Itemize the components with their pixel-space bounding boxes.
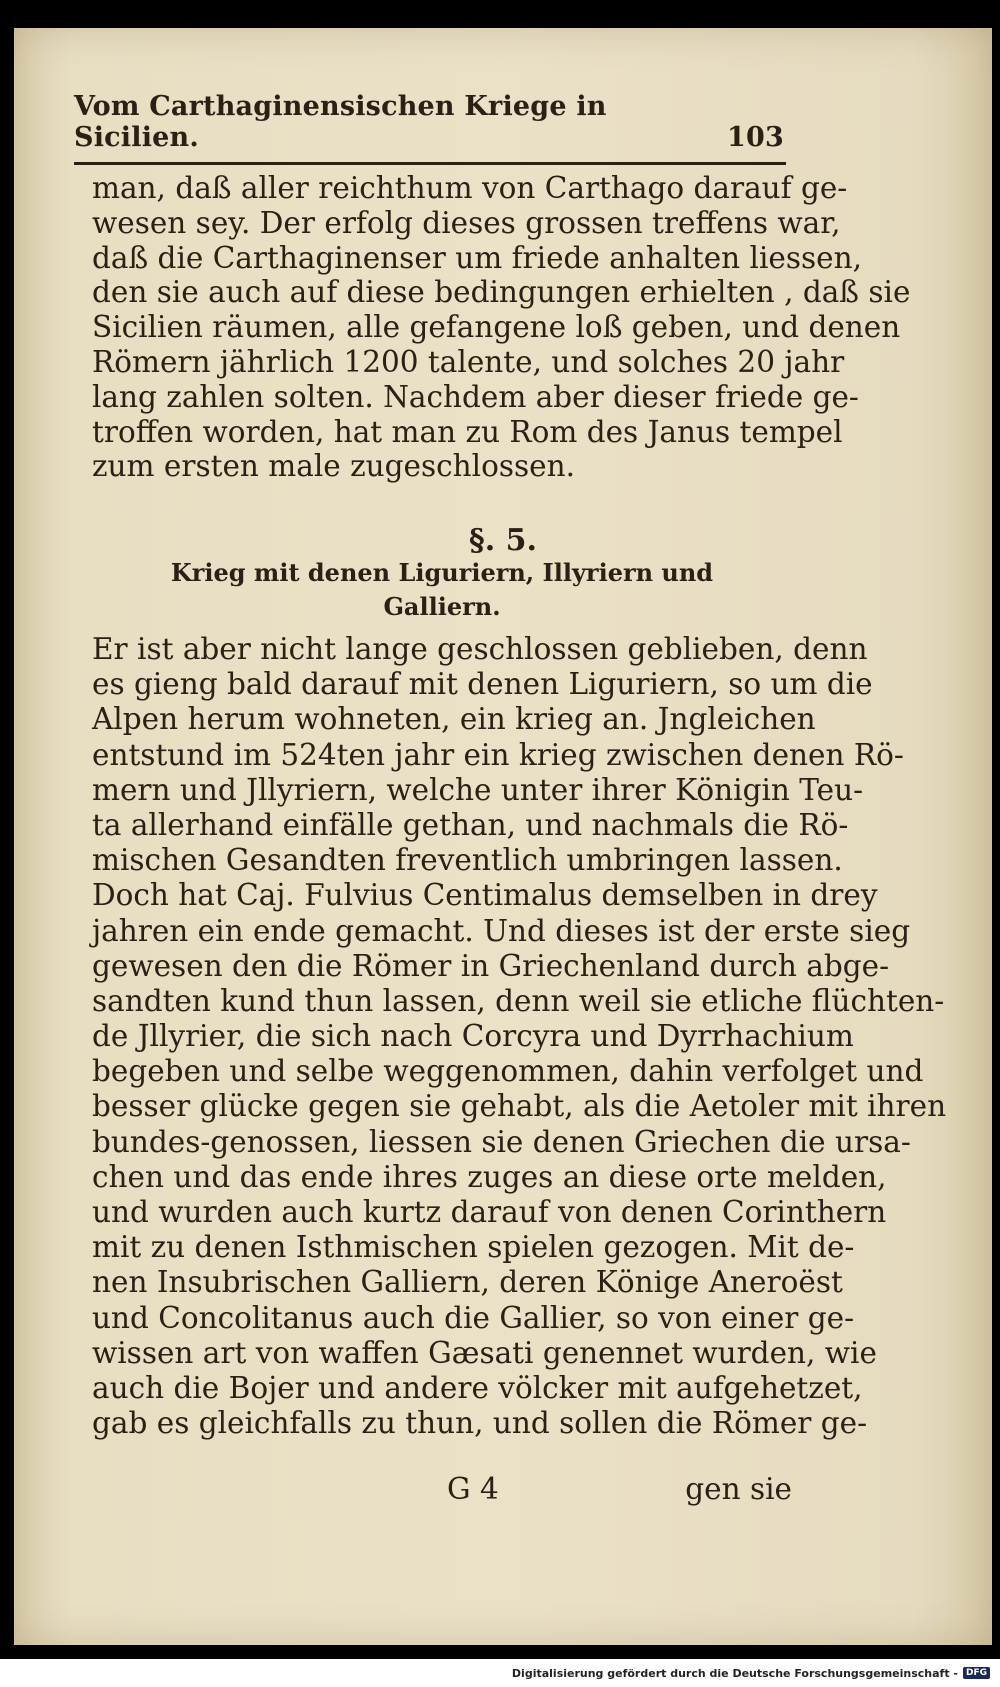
- text-line: wissen art von waffen Gæsati genennet wurden, wie: [92, 1335, 877, 1370]
- credit-bar: [0, 1659, 1000, 1687]
- text-line: mern und Jllyriern, welche unter ihrer Königin Teu-: [92, 772, 864, 807]
- section-title-line-2: Galliern.: [383, 592, 501, 621]
- text-line: es gieng bald darauf mit denen Liguriern, so um die: [92, 667, 873, 702]
- text-line: bundes-genossen, liessen sie denen Griechen die ursa-: [92, 1124, 911, 1159]
- text-line: begeben und selbe weggenommen, dahin verfolget und: [92, 1054, 924, 1089]
- text-line: troffen worden, hat man zu Rom des Janus tempel: [92, 414, 843, 449]
- text-line: mit zu denen Isthmischen spielen gezogen. Mit de-: [92, 1230, 855, 1265]
- text-line: man, daß aller reichthum von Carthago darauf ge-: [92, 171, 848, 205]
- catchword: gen sie: [685, 1472, 792, 1506]
- paragraph-2: [92, 632, 947, 1441]
- text-line: auch die Bojer und andere völcker mit aufgehetzet,: [92, 1370, 863, 1405]
- text-line: besser glücke gegen sie gehabt, als die Aetoler mit ihren: [92, 1089, 947, 1124]
- text-line: den sie auch auf diese bedingungen erhielten , daß sie: [92, 275, 911, 310]
- text-line: Alpen herum wohneten, ein krieg an. Jngleichen: [92, 702, 816, 737]
- text-line: entstund im 524ten jahr ein krieg zwischen denen Rö-: [92, 737, 904, 772]
- credit-text: Digitalisierung gefördert durch die Deutsche Forschungsgemeinschaft -: [511, 1666, 958, 1680]
- text-line: daß die Carthaginenser um friede anhalten liessen,: [92, 240, 862, 275]
- text-line: Er ist aber nicht lange geschlossen geblieben, denn: [92, 632, 868, 666]
- text-line: chen und das ende ihres zuges an diese orte melden,: [92, 1159, 887, 1194]
- text-line: gewesen den die Römer in Griechenland durch abge-: [92, 948, 890, 983]
- header-rule: [74, 162, 786, 165]
- dfg-logo-icon: DFG: [963, 1667, 990, 1679]
- text-line: wesen sey. Der erfolg dieses grossen treffens war,: [92, 205, 841, 240]
- section-title-line-1: Krieg mit denen Liguriern, Illyriern und: [170, 558, 714, 587]
- signature-mark: G 4: [447, 1472, 499, 1506]
- text-line: ta allerhand einfälle gethan, und nachmals die Rö-: [92, 807, 849, 842]
- paragraph-1: [92, 171, 911, 484]
- text-line: Doch hat Caj. Fulvius Centimalus demselben in drey: [92, 878, 878, 913]
- text-line: sandten kund thun lassen, denn weil sie etliche flüchten-: [92, 983, 945, 1018]
- text-line: gab es gleichfalls zu thun, und sollen die Römer ge-: [92, 1406, 868, 1441]
- page-footer: [92, 1472, 792, 1508]
- running-head: [74, 91, 784, 153]
- text-line: zum ersten male zugeschlossen.: [92, 449, 575, 484]
- text-line: und wurden auch kurtz darauf von denen Corinthern: [92, 1195, 887, 1229]
- section-number: §. 5.: [469, 523, 537, 558]
- page-number: 103: [727, 122, 784, 153]
- text-line: mischen Gesandten freventlich umbringen lassen.: [92, 843, 843, 878]
- text-line: Sicilien räumen, alle gefangene loß geben, und denen: [92, 310, 901, 345]
- text-line: lang zahlen solten. Nachdem aber dieser friede ge-: [92, 379, 859, 414]
- text-line: nen Insubrischen Galliern, deren Könige Aneroëst: [92, 1265, 843, 1300]
- text-line: jahren ein ende gemacht. Und dieses ist der erste sieg: [92, 913, 911, 948]
- text-line: de Jllyrier, die sich nach Corcyra und Dyrrhachium: [92, 1019, 854, 1054]
- text-line: und Concolitanus auch die Gallier, so von einer ge-: [92, 1300, 855, 1335]
- text-line: Römern jährlich 1200 talente, und solches 20 jahr: [92, 344, 845, 379]
- book-page: [14, 28, 992, 1645]
- section-title: [92, 556, 792, 624]
- running-head-title: Vom Carthaginensischen Kriege in Sicilien.: [74, 91, 607, 153]
